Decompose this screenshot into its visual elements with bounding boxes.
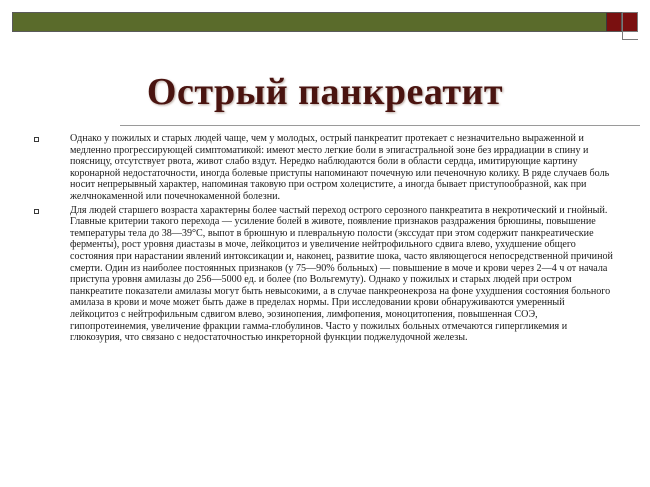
paragraph-text: Однако у пожилых и старых людей чаще, чем у молодых, острый панкреатит протекает с незначительно выраженной и медленно прогрессирующей симптоматикой: имеют место легкие боли в эпигастральной зоне без иррадиации в спину и поясницу, отсутствует рвота, живот слабо вздут. Нередко наблюдаются боли в области сердца, имитирующие картину коронарной недостаточности, иногда болевые приступы напоминают почечную или печеночную колику. В ряде случаев боль носит непрерывный характер, напоминая таковую при остром холецистите, а иногда бывает приступообразной, как при желчнокаменной или почечнокаменной болезни. [70,133,610,202]
paragraph-text: Для людей старшего возраста характерны более частый переход острого серозного панкреатита в некротический и гнойный. Главные критерии такого перехода — усиление болей в животе, появление признаков раздражения брюшины, повышение температуры тела до 38—39°С, выпот в брюшную и плевральную полости (экссудат при этом содержит панкреатические ферменты), рост уровня диастазы в моче, лейкоцитоз и увеличение нейтрофильного сдвига влево, ухудшение общего состояния при нарастании явлений интоксикации и, наконец, развитие шока, часто являющегося непосредственной причиной смерти. Один из наиболее постоянных признаков (у 75—90% больных) — повышение в моче и крови через 2—4 ч от начала приступа уровня амилазы до 256—5000 ед. и более (по Вольгемуту). Однако у пожилых и старых людей при остром панкреатите показатели амилазы могут быть невысокими, а в случае панкреонекроза на фоне ухудшения состояния больного амилаза в крови и моче может быть даже в пределах нормы. При исследовании крови обнаруживаются умеренный лейкоцитоз с нейтрофильным сдвигом влево, эозинопения, лимфопения, моноцитопения, повышенная СОЭ, гипопротеинемия, увеличение фракции гамма-глобулинов. Часто у пожилых больных отмечаются гипергликемия и глюкозурия, что связано с недостаточностью инкреторной функции поджелудочной железы. [70,204,613,344]
header-bar [12,12,622,32]
slide-title: Острый панкреатит [146,71,504,113]
bullet-paragraph [34,205,614,344]
title-divider [120,125,640,126]
corner-decoration [622,12,638,32]
corner-line-decoration [622,32,638,40]
header-bar-red-accent [606,13,621,31]
square-bullet-icon [34,209,39,214]
slide-body [34,133,614,346]
bullet-marker [34,205,70,344]
corner-red-block [623,13,637,31]
bullet-marker [34,133,70,203]
square-bullet-icon [34,137,39,142]
header-bar-olive [13,13,606,31]
bullet-paragraph [34,133,614,203]
